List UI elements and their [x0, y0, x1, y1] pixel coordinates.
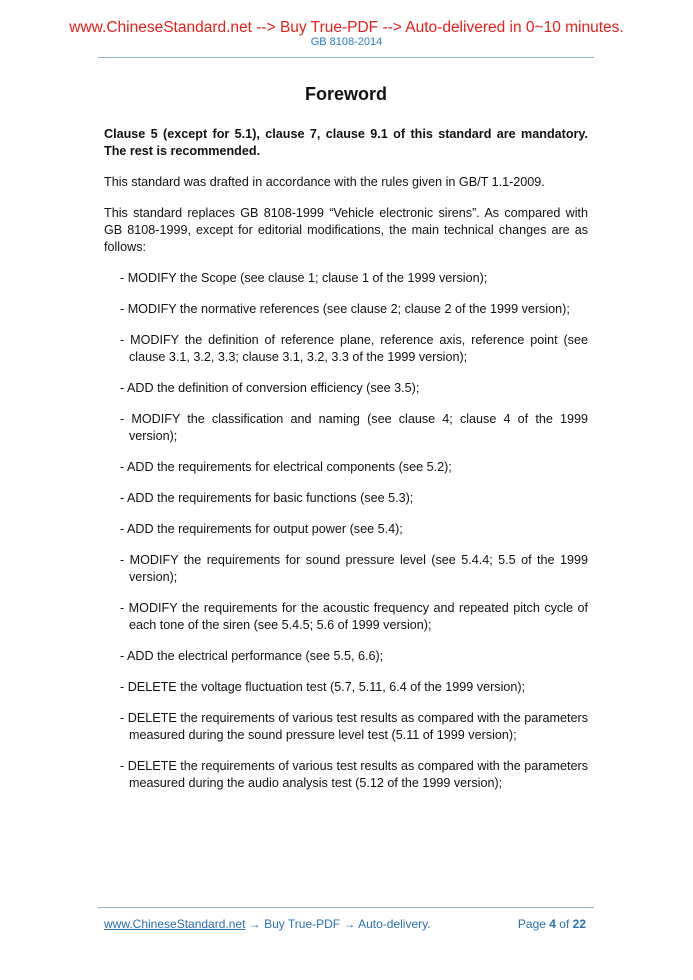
drafting-note: This standard was drafted in accordance with the rules given in GB/T 1.1-2009. [104, 175, 545, 189]
list-item: - DELETE the requirements of various test results as compared with the parameters measured during the audio analysis test (5.12 of the 1999 version); [120, 759, 588, 790]
top-banner: www.ChineseStandard.net --> Buy True-PDF --> Auto-delivered in 0~10 minutes. [69, 19, 624, 36]
list-item: - ADD the requirements for output power (see 5.4); [120, 522, 403, 536]
site-link[interactable]: www.ChineseStandard.net [104, 917, 246, 931]
list-item: - MODIFY the requirements for sound pressure level (see 5.4.4; 5.5 of the 1999 version); [120, 553, 588, 584]
list-item: - DELETE the requirements of various test results as compared with the parameters measured during the sound pressure level test (5.11 of 1999 version); [120, 711, 588, 742]
list-item: - MODIFY the normative references (see clause 2; clause 2 of the 1999 version); [120, 302, 570, 316]
list-item: - MODIFY the definition of reference plane, reference axis, reference point (see clause 3.1, 3.2, 3.3; clause 3.1, 3.2, 3.3 of the 1999 version); [120, 333, 588, 364]
page-label: Page [517, 917, 550, 931]
replacement-note: This standard replaces GB 8108-1999 “Vehicle electronic sirens”. As compared with GB 8108-1999, except for editorial modifications, the main technical changes are as follows: [104, 206, 588, 254]
page-title: Foreword [304, 84, 387, 104]
page-of: of [555, 917, 573, 931]
page-body [104, 84, 588, 806]
footer-delivery-text: → Buy True-PDF → Auto-delivery. [245, 917, 431, 931]
list-item: - MODIFY the classification and naming (see clause 4; clause 4 of the 1999 version); [120, 412, 588, 443]
list-item: - MODIFY the requirements for the acoustic frequency and repeated pitch cycle of each tone of the siren (see 5.4.5; 5.6 of 1999 version); [120, 601, 588, 632]
footer-divider [98, 907, 594, 908]
page-indicator [518, 916, 586, 932]
list-item: - DELETE the voltage fluctuation test (5.7, 5.11, 6.4 of the 1999 version); [120, 680, 526, 694]
changes-list [104, 270, 588, 792]
footer-promo [104, 916, 431, 932]
mandatory-statement: Clause 5 (except for 5.1), clause 7, clause 9.1 of this standard are mandatory. The rest is recommended. [104, 127, 588, 158]
list-item: - ADD the electrical performance (see 5.5, 6.6); [120, 649, 384, 663]
page-total: 22 [572, 917, 586, 931]
page-current: 4 [549, 917, 556, 931]
list-item: - ADD the requirements for electrical components (see 5.2); [120, 460, 452, 474]
page-footer [104, 916, 586, 932]
list-item: - MODIFY the Scope (see clause 1; clause 1 of the 1999 version); [120, 271, 488, 285]
list-item: - ADD the definition of conversion efficiency (see 3.5); [120, 381, 420, 395]
list-item: - ADD the requirements for basic functions (see 5.3); [120, 491, 414, 505]
header-divider [98, 57, 594, 58]
standard-code: GB 8108-2014 [310, 36, 383, 48]
